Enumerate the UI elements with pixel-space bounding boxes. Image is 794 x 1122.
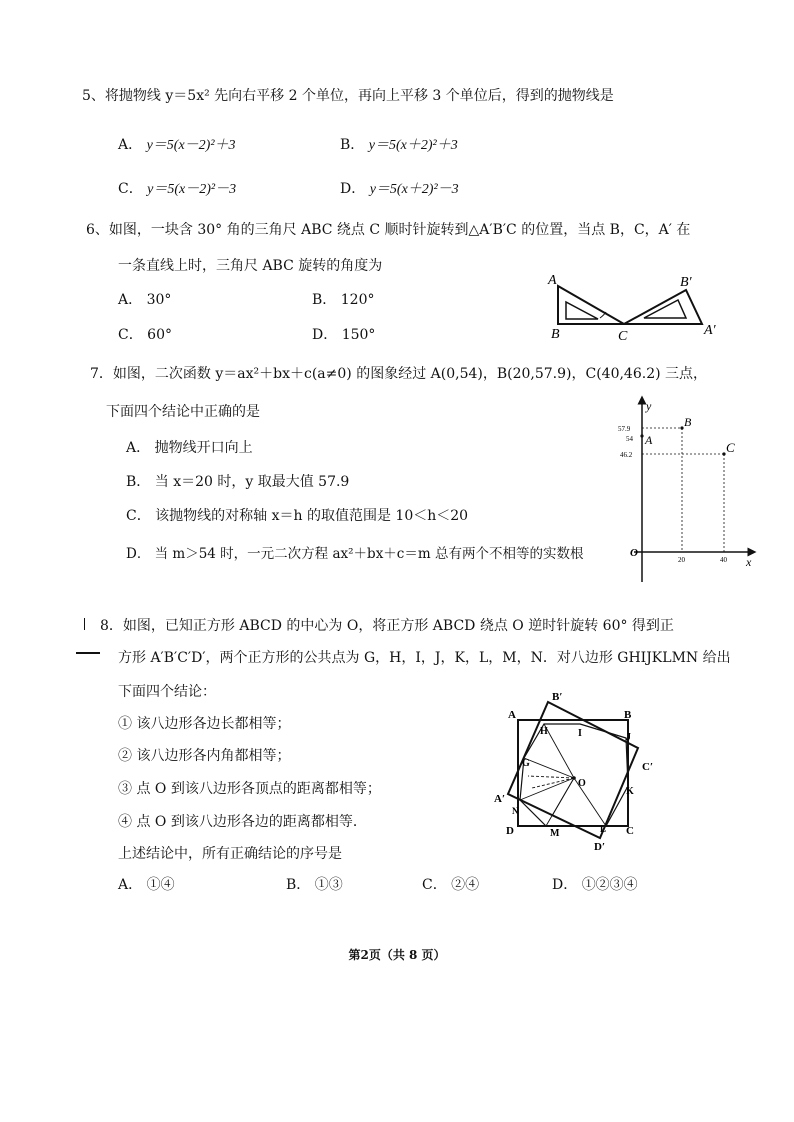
triangle-abc-inner bbox=[566, 302, 598, 319]
q8-conclusion-4: ④ 点 O 到该八边形各边的距离都相等． bbox=[118, 814, 367, 830]
margin-tick bbox=[84, 618, 85, 630]
q8-number: 8． bbox=[100, 618, 123, 634]
q5-option-a-label: A． bbox=[118, 137, 143, 153]
q7-option-b-label: B． bbox=[126, 474, 151, 490]
center-o bbox=[572, 776, 576, 780]
label-d-prime: D′ bbox=[594, 841, 606, 853]
label-g: G bbox=[522, 758, 530, 769]
q6-figure bbox=[540, 272, 730, 344]
q8-conclusion-3: ③ 点 O 到该八边形各顶点的距离都相等； bbox=[118, 781, 381, 797]
triangle-a-prime-b-prime-c bbox=[624, 290, 702, 324]
segment-o-x bbox=[552, 778, 574, 816]
q5-option-c-text: y＝5(x－2)²－3 bbox=[147, 182, 237, 197]
q8-stem-line3: 下面四个结论： bbox=[118, 684, 216, 700]
label-c: C bbox=[626, 825, 634, 837]
label-a: A bbox=[508, 709, 516, 721]
q8-stem-last: 上述结论中，所有正确结论的序号是 bbox=[118, 846, 342, 862]
q7-option-a[interactable] bbox=[126, 440, 253, 456]
q8-option-b[interactable] bbox=[286, 877, 343, 893]
q6-option-c-label: C． bbox=[118, 327, 143, 343]
label-m: M bbox=[550, 828, 560, 839]
q7-option-b[interactable] bbox=[126, 474, 349, 490]
q5-option-d-label: D． bbox=[340, 181, 366, 197]
q8-option-d-label: D． bbox=[552, 877, 578, 893]
square-a-prime-b-prime-c-prime-d-prime bbox=[508, 702, 638, 838]
q6-stem-line2: 一条直线上时，三角尺 ABC 旋转的角度为 bbox=[118, 258, 383, 274]
segment-o-dash bbox=[528, 776, 574, 778]
point-a bbox=[640, 434, 643, 437]
label-b-prime: B′ bbox=[680, 275, 692, 290]
label-c: C bbox=[618, 329, 628, 344]
point-a-label: A bbox=[645, 433, 653, 447]
q7-figure bbox=[612, 396, 762, 586]
q8-option-c-label: C． bbox=[422, 877, 447, 893]
q5-option-b-text: y＝5(x＋2)²＋3 bbox=[368, 138, 458, 153]
q8-conclusion-2: ② 该八边形各内角都相等； bbox=[118, 748, 291, 764]
q8-option-a[interactable] bbox=[118, 877, 175, 893]
label-c-prime: C′ bbox=[642, 761, 654, 773]
q6-option-b-label: B． bbox=[312, 292, 337, 308]
q7-option-a-text: 抛物线开口向上 bbox=[154, 440, 253, 456]
y-axis-label: y bbox=[646, 399, 652, 413]
point-c-label: C bbox=[726, 440, 735, 455]
x-axis-label: x bbox=[746, 555, 752, 569]
q6-option-c-text: 60° bbox=[147, 327, 172, 343]
q8-line1-text: 如图，已知正方形 ABCD 的中心为 O，将正方形 ABCD 绕点 O 逆时针旋转 60° 得到正 bbox=[122, 618, 674, 634]
q7-option-a-label: A． bbox=[126, 440, 151, 456]
q7-option-d-label: D． bbox=[126, 546, 151, 562]
q6-option-a-label: A． bbox=[118, 292, 143, 308]
label-h: H bbox=[540, 726, 548, 737]
q5-option-a[interactable] bbox=[118, 137, 236, 154]
q6-line1-text: 如图，一块含 30° 角的三角尺 ABC 绕点 C 顺时针旋转到△A′B′C 的位置，当点 B，C，A′ 在 bbox=[108, 222, 691, 238]
q8-option-d-text: ①②③④ bbox=[581, 877, 638, 893]
q7-option-b-text: 当 x＝20 时，y 取最大值 57.9 bbox=[154, 474, 350, 490]
q7-line1-text: 如图，二次函数 y＝ax²＋bx＋c(a≠0) 的图象经过 A(0,54)，B(20,57.9)，C(40,46.2) 三点， bbox=[112, 366, 708, 382]
q7-option-c-label: C． bbox=[126, 508, 151, 524]
page-footer: 第2页（共 8 页） bbox=[348, 948, 446, 962]
q6-option-d-label: D． bbox=[312, 327, 338, 343]
q7-stem-line1 bbox=[90, 366, 707, 382]
q5-option-d[interactable] bbox=[340, 181, 459, 198]
q8-stem-line2: 方形 A′B′C′D′，两个正方形的公共点为 G，H，I，J，K，L，M，N．对八边形 GHIJKLMN 给出 bbox=[118, 650, 731, 666]
q8-option-d[interactable] bbox=[552, 877, 638, 893]
q5-number: 5、 bbox=[82, 88, 105, 104]
label-a-prime: A′ bbox=[494, 793, 506, 805]
q8-option-b-label: B． bbox=[286, 877, 311, 893]
point-b-label: B bbox=[684, 415, 692, 429]
label-b: B bbox=[551, 327, 560, 342]
q6-option-d[interactable] bbox=[312, 327, 375, 343]
label-l: L bbox=[600, 824, 607, 834]
segment-o-g bbox=[524, 758, 574, 778]
q8-option-b-text: ①③ bbox=[314, 877, 343, 893]
q8-option-c-text: ②④ bbox=[451, 877, 480, 893]
q6-option-c[interactable] bbox=[118, 327, 172, 343]
label-o: O bbox=[578, 778, 586, 789]
q7-number: 7． bbox=[90, 366, 113, 382]
q5-option-d-text: y＝5(x＋2)²－3 bbox=[369, 182, 459, 197]
q8-option-c[interactable] bbox=[422, 877, 479, 893]
q8-conclusion-1: ① 该八边形各边长都相等； bbox=[118, 716, 291, 732]
label-k: K bbox=[626, 786, 634, 797]
q6-option-d-text: 150° bbox=[341, 327, 376, 343]
q7-option-c[interactable] bbox=[126, 508, 468, 524]
q5-option-a-text: y＝5(x－2)²＋3 bbox=[146, 138, 236, 153]
label-b-prime: B′ bbox=[552, 691, 563, 703]
origin-label: O bbox=[630, 547, 638, 559]
q6-stem-line1 bbox=[86, 222, 690, 238]
q5-text: 将抛物线 y＝5x² 先向右平移 2 个单位，再向上平移 3 个单位后，得到的抛物线是 bbox=[104, 88, 614, 104]
q7-option-c-text: 该抛物线的对称轴 x＝h 的取值范围是 10＜h＜20 bbox=[155, 508, 469, 524]
tick-46-2: 46.2 bbox=[620, 451, 633, 459]
q6-option-b-text: 120° bbox=[340, 292, 375, 308]
q6-option-b[interactable] bbox=[312, 292, 374, 308]
q8-stem-line1 bbox=[100, 618, 674, 634]
label-a-prime: A′ bbox=[704, 323, 716, 338]
q5-option-c-label: C． bbox=[118, 181, 143, 197]
q6-number: 6、 bbox=[86, 222, 109, 238]
segment-o-n bbox=[520, 778, 574, 800]
label-n: N bbox=[512, 806, 519, 816]
q7-stem-line2: 下面四个结论中正确的是 bbox=[106, 404, 260, 420]
label-d: D bbox=[506, 825, 514, 837]
q5-option-c[interactable] bbox=[118, 181, 236, 198]
tick-54: 54 bbox=[626, 435, 633, 443]
q7-option-d-text: 当 m＞54 时，一元二次方程 ax²＋bx＋c＝m 总有两个不相等的实数根 bbox=[154, 546, 584, 562]
label-a: A bbox=[548, 273, 557, 288]
tick-40: 40 bbox=[720, 556, 727, 564]
tick-20: 20 bbox=[678, 556, 685, 564]
tick-57-9: 57.9 bbox=[618, 425, 631, 433]
q8-figure bbox=[488, 690, 668, 858]
q5-option-b[interactable] bbox=[340, 137, 458, 154]
q8-option-a-text: ①④ bbox=[146, 877, 175, 893]
label-i: I bbox=[578, 728, 582, 739]
q7-option-d[interactable] bbox=[126, 546, 583, 562]
q5-option-b-label: B． bbox=[340, 137, 365, 153]
label-b: B bbox=[624, 709, 632, 721]
q6-option-a-text: 30° bbox=[146, 292, 172, 308]
q5-stem bbox=[82, 88, 614, 104]
q6-option-a[interactable] bbox=[118, 292, 171, 308]
margin-dash bbox=[76, 652, 100, 654]
q8-option-a-label: A． bbox=[118, 877, 143, 893]
label-j: J bbox=[626, 732, 631, 743]
segment-o-h bbox=[544, 724, 574, 778]
